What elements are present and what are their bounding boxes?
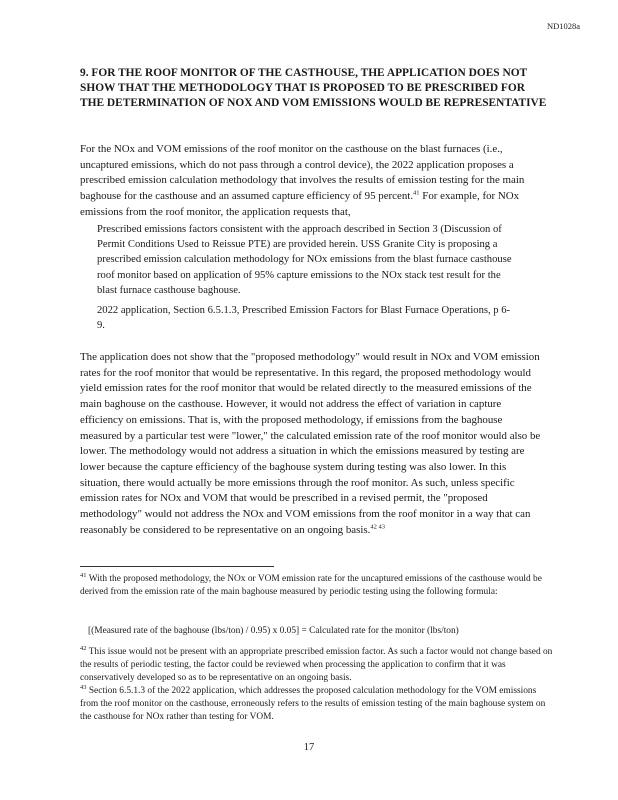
footnote-43	[80, 685, 554, 723]
paragraph-1	[80, 142, 544, 221]
footnote-42	[80, 646, 554, 684]
footnote-42-number: 42	[80, 644, 87, 652]
quote-citation: 2022 application, Section 6.5.1.3, Prescribed Emission Factors for Blast Furnace Operations, p 6-9.	[97, 305, 511, 332]
section-heading: 9. FOR THE ROOF MONITOR OF THE CASTHOUSE, THE APPLICATION DOES NOT SHOW THAT THE METHODOLOGY THAT IS PROPOSED TO BE PRESCRIBED FOR THE DETERMINATION OF NOX AND VOM EMISSIONS WOULD BE REPRESENTATIVE	[80, 67, 547, 109]
paragraph-1-text: For the NOx and VOM emissions of the roof monitor on the casthouse on the blast furnaces (i.e., uncaptured emissions, which do not pass through a control device), the 2022 application proposes a prescribed emission calculation methodology that involves the results of emission testing for the main baghouse for the casthouse and an assumed capture efficiency of 95 percent.	[80, 143, 525, 203]
footnote-formula: [(Measured rate of the baghouse (lbs/ton) / 0.95) x 0.05] = Calculated rate for the monitor (lbs/ton)	[88, 626, 459, 636]
paragraph-2	[80, 350, 544, 538]
footnote-43-text: Section 6.5.1.3 of the 2022 application, which addresses the proposed calculation methodology for the VOM emissions from the roof monitor on the casthouse, erroneously refers to the results of emission testing of the main baghouse system on the casthouse for NOx rather than testing for VOM.	[80, 686, 546, 722]
block-quote: Prescribed emissions factors consistent with the approach described in Section 3 (Discussion of Permit Conditions Used to Reissue PTE) are provided herein. USS Granite City is proposing a prescribed emission calculation methodology for NOx emissions from the blast furnace casthouse roof monitor based on application of 95% capture emissions to the NOx stack test result for the blast furnace casthouse baghouse.	[97, 224, 512, 296]
footnote-42-text: This issue would not be present with an appropriate prescribed emission factor. As such a factor would not change based on the results of periodic testing, the factor could be reviewed when processing the application to confirm that it was conservatively developed so as to be representative on an ongoing basis.	[80, 647, 553, 683]
page-number: 17	[303, 742, 315, 753]
footnote-divider	[80, 566, 274, 567]
footnote-ref-41[interactable]: 41	[413, 189, 420, 197]
footnote-41	[80, 573, 554, 599]
footnote-41-text: With the proposed methodology, the NOx or VOM emission rate for the uncaptured emissions of the casthouse would be derived from the emission rate of the main baghouse measured by periodic testing using the following formula:	[80, 574, 542, 597]
paragraph-1-text-after: For example, for NOx emissions from the roof monitor, the application requests that,	[80, 190, 520, 218]
footnote-41-number: 41	[80, 571, 87, 579]
document-id: ND1028a	[546, 21, 580, 31]
footnote-43-number: 43	[80, 683, 87, 691]
footnote-ref-42-43[interactable]: 42 43	[370, 523, 385, 531]
paragraph-2-text: The application does not show that the "proposed methodology" would result in NOx and VOM emission rates for the roof monitor that would be representative. In this regard, the proposed methodology would yield emission rates for the roof monitor that would be related directly to the measured emissions of the main baghouse on the casthouse. However, it would not address the effect of variation in capture efficiency on emissions. That is, with the proposed methodology, if emissions from the baghouse measured by a particular test were "lower," the calculated emission rate of the roof monitor would also be lower. The methodology would not address a situation in which the emissions measured by testing are lower because the capture efficiency of the baghouse system during testing was also lower. In this situation, there would actually be more emissions through the roof monitor. As such, unless specific emission rates for NOx and VOM that would be prescribed in a revised permit, the "proposed methodology" would not address the NOx and VOM emissions from the roof monitor in a way that can reasonably be considered to be representative on an ongoing basis.	[80, 351, 541, 536]
